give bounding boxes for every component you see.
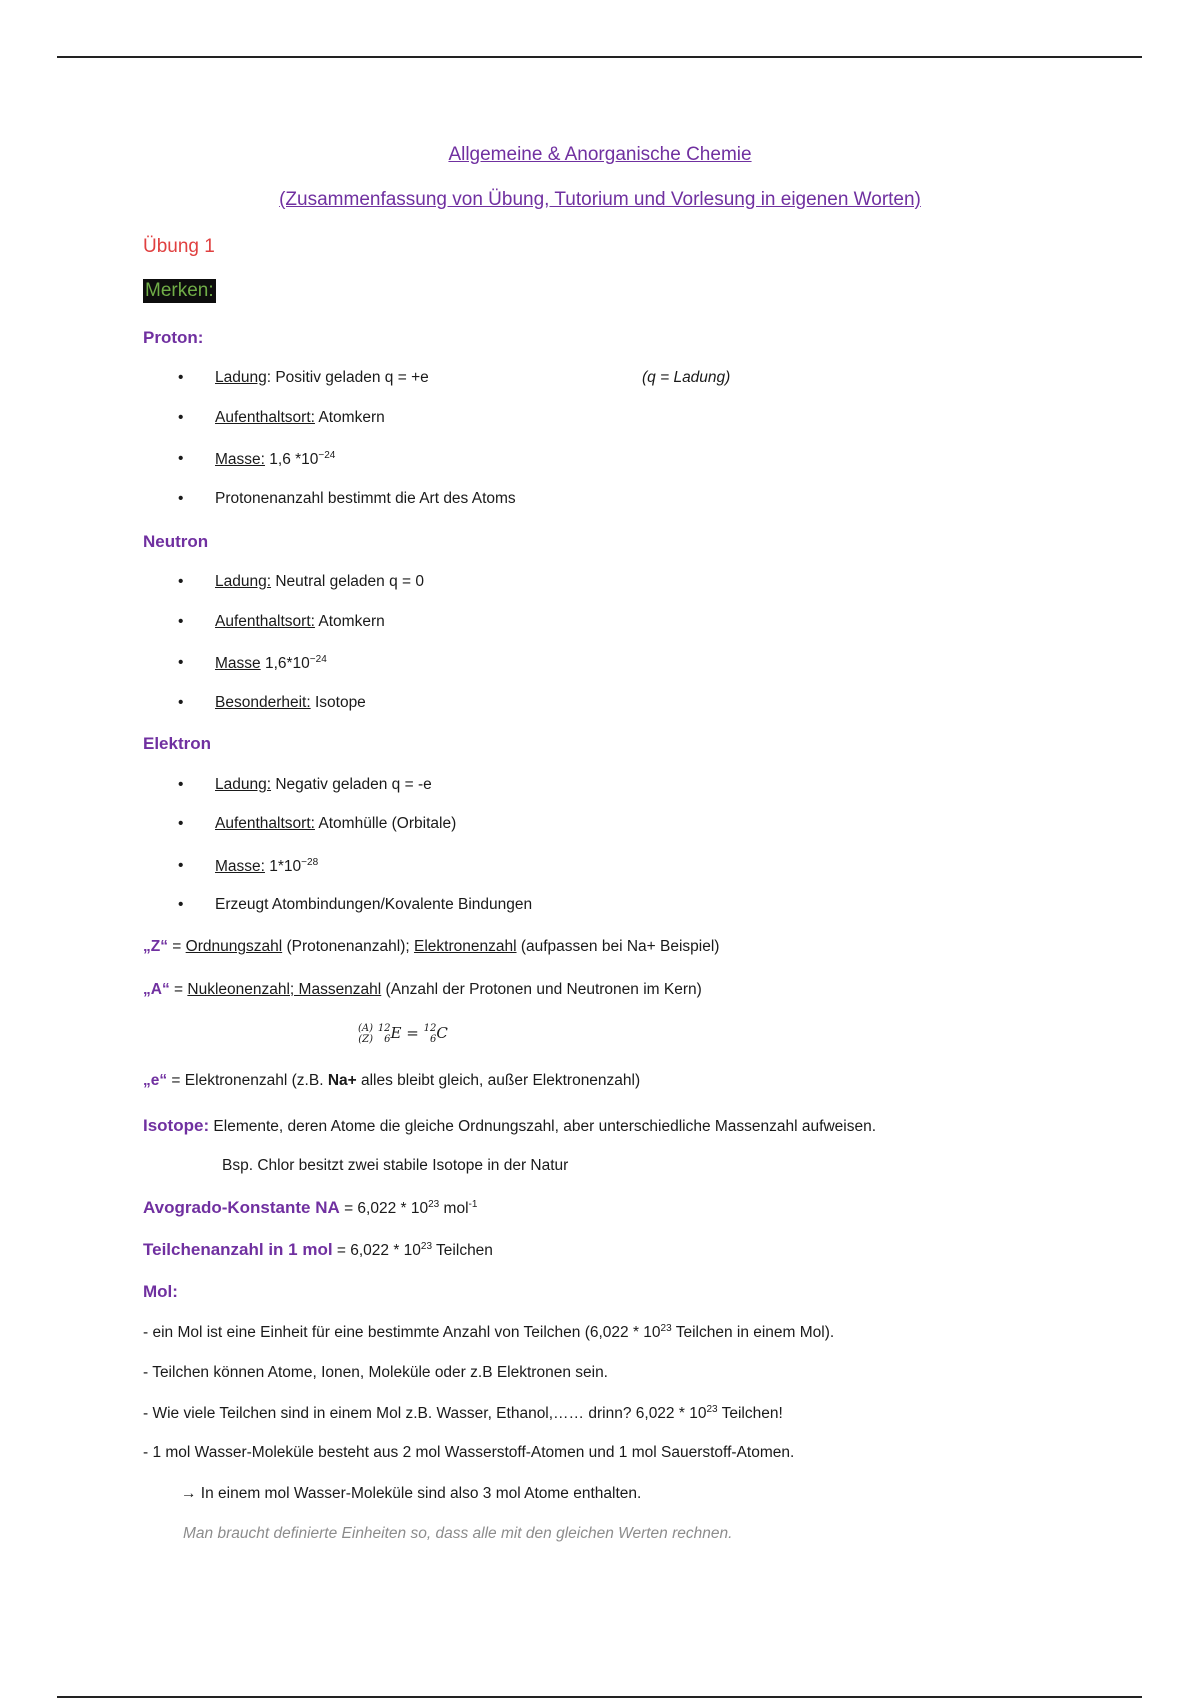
formula-number: 6 (384, 1034, 391, 1045)
e-text-2: alles bleibt gleich, außer Elektronenzahl) (356, 1072, 641, 1089)
z-term-2: Elektronenzahl (413, 938, 517, 955)
particle-value: = 6,022 * 10 (332, 1242, 421, 1259)
elektron-heading: Elektron (143, 734, 212, 753)
bullet: • (178, 896, 184, 913)
elektron-mass-text: 1*10 (264, 858, 302, 876)
neutron-special-text: Isotope (310, 694, 366, 711)
bullet: • (178, 490, 184, 507)
formula-numbers (378, 1023, 391, 1045)
z-definition (143, 938, 719, 956)
neutron-charge-label: Ladung: (215, 573, 272, 590)
mol-line-4: - 1 mol Wasser-Moleküle besteht aus 2 mol Wasserstoff-Atomen und 1 mol Sauerstoff-Atomen. (143, 1444, 795, 1461)
mol-line-2: - Teilchen können Atome, Ionen, Moleküle oder z.B Elektronen sein. (143, 1364, 608, 1381)
formula-mass: 12 (377, 1023, 391, 1034)
bullet: • (178, 776, 184, 793)
elektron-charge (215, 776, 432, 794)
e-text-1: = Elektronenzahl (z.B. (167, 1072, 328, 1089)
neutron-mass-label: Masse (215, 655, 261, 673)
neutron-location (215, 613, 385, 631)
header-rule (57, 56, 1142, 58)
bullet: • (178, 857, 184, 874)
avogadro-key: Avogrado-Konstante NA (143, 1198, 340, 1217)
elektron-mass-exp: −28 (301, 857, 319, 868)
bullet: • (178, 694, 184, 711)
bullet: • (178, 369, 184, 386)
mol-line-1-b: Teilchen in einem Mol). (671, 1324, 835, 1342)
elektron-charge-text: Negativ geladen q = -e (271, 776, 432, 793)
neutron-heading: Neutron (143, 532, 209, 551)
proton-mass (215, 450, 335, 469)
z-term-1: Ordnungszahl (185, 938, 283, 955)
avogadro-constant (143, 1198, 477, 1218)
bullet: • (178, 613, 184, 630)
proton-charge-text: : Positiv geladen q = +e (266, 369, 429, 386)
section-uebung: Übung 1 (143, 236, 215, 257)
elektron-location-text: Atomhülle (Orbitale) (314, 815, 457, 832)
z-eq: = (167, 938, 186, 955)
elektron-mass (215, 857, 318, 876)
z-text-2: (aufpassen bei Na+ Beispiel) (516, 938, 720, 955)
proton-charge-label: Ladung (215, 369, 267, 386)
document-title: Allgemeine & Anorganische Chemie (448, 144, 752, 165)
mol-line-3 (143, 1404, 783, 1423)
formula-a: (A) (358, 1023, 374, 1034)
z-text-1: (Protonenanzahl); (282, 938, 414, 955)
proton-location-label: Aufenthaltsort: (215, 409, 315, 426)
formula-mass-c: 12 (423, 1023, 437, 1034)
elektron-location-label: Aufenthaltsort: (215, 815, 315, 832)
isotope-example: Bsp. Chlor besitzt zwei stabile Isotope in der Natur (222, 1157, 569, 1174)
proton-location (215, 409, 385, 427)
a-term: Nukleonenzahl; Massenzahl (187, 981, 382, 998)
z-key: „Z“ (143, 938, 168, 955)
isotope-definition (143, 1116, 876, 1136)
neutron-mass-text: 1,6*10 (260, 655, 310, 673)
mol-line-1-a: - ein Mol ist eine Einheit für eine bestimmte Anzahl von Teilchen (6,022 * 10 (143, 1324, 661, 1342)
neutron-special-label: Besonderheit: (215, 694, 311, 711)
neutron-location-text: Atomkern (314, 613, 385, 630)
proton-location-text: Atomkern (314, 409, 385, 426)
mol-line-5: → In einem mol Wasser-Moleküle sind also 3 mol Atome enthalten. (181, 1485, 642, 1502)
elektron-location (215, 815, 456, 833)
formula-az (358, 1023, 373, 1045)
neutron-mass (215, 654, 327, 673)
proton-heading: Proton: (143, 328, 204, 347)
neutron-mass-exp: −24 (309, 654, 327, 665)
particle-unit: Teilchen (432, 1242, 493, 1259)
proton-mass-text: 1,6 *10 (264, 451, 319, 469)
avogadro-unit-exp: -1 (468, 1198, 478, 1210)
footer-rule (57, 1696, 1142, 1698)
avogadro-value: = 6,022 * 10 (339, 1200, 429, 1217)
mol-line-1 (143, 1323, 834, 1342)
proton-mass-label: Masse: (215, 451, 265, 469)
mol-line-1-exp: 23 (660, 1323, 672, 1334)
charge-note: (q = Ladung) (642, 369, 731, 386)
merken-label: Merken: (145, 280, 214, 301)
formula-eq: = (401, 1024, 424, 1042)
particle-count (143, 1240, 493, 1260)
particle-exp: 23 (420, 1240, 433, 1252)
isotope-notation-formula (358, 1023, 448, 1045)
a-definition (143, 981, 702, 999)
mol-line-3-a: - Wie viele Teilchen sind in einem Mol z.B. Wasser, Ethanol,…… drinn? 6,022 * 10 (143, 1405, 707, 1423)
e-bold: Na+ (327, 1072, 357, 1089)
elektron-charge-label: Ladung: (215, 776, 272, 793)
bullet: • (178, 654, 184, 671)
mol-heading: Mol: (143, 1282, 178, 1301)
a-eq: = (169, 981, 188, 998)
e-definition (143, 1072, 640, 1090)
mol-note: Man braucht definierte Einheiten so, dass alle mit den gleichen Werten rechnen. (183, 1525, 733, 1542)
particle-key: Teilchenanzahl in 1 mol (143, 1240, 333, 1259)
proton-charge (215, 369, 429, 387)
neutron-charge-text: Neutral geladen q = 0 (271, 573, 424, 590)
proton-count: Protonenanzahl bestimmt die Art des Atoms (215, 490, 516, 507)
neutron-location-label: Aufenthaltsort: (215, 613, 315, 630)
a-text: (Anzahl der Protonen und Neutronen im Kern) (381, 981, 702, 998)
formula-number-c: 6 (429, 1034, 437, 1045)
document-subtitle: (Zusammenfassung von Übung, Tutorium und Vorlesung in eigenen Worten) (279, 189, 921, 210)
formula-element: E (390, 1024, 402, 1042)
formula-z: (Z) (358, 1034, 374, 1045)
a-key: „A“ (143, 981, 170, 998)
bullet: • (178, 573, 184, 590)
isotope-key: Isotope: (143, 1116, 210, 1135)
avogadro-unit: mol (439, 1200, 469, 1217)
isotope-text: Elemente, deren Atome die gleiche Ordnungszahl, aber unterschiedliche Massenzahl aufweisen. (209, 1118, 877, 1135)
mol-line-3-exp: 23 (706, 1404, 718, 1415)
elektron-bonds: Erzeugt Atombindungen/Kovalente Bindungen (215, 896, 533, 913)
mol-line-3-b: Teilchen! (717, 1405, 783, 1423)
neutron-charge (215, 573, 424, 591)
formula-carbon: C (436, 1024, 448, 1042)
formula-numbers-c (424, 1023, 437, 1045)
bullet: • (178, 815, 184, 832)
elektron-mass-label: Masse: (215, 858, 265, 876)
bullet: • (178, 450, 184, 467)
e-key: „e“ (143, 1072, 168, 1089)
neutron-special (215, 694, 366, 712)
avogadro-exp: 23 (428, 1198, 440, 1210)
proton-mass-exp: −24 (318, 450, 336, 461)
bullet: • (178, 409, 184, 426)
